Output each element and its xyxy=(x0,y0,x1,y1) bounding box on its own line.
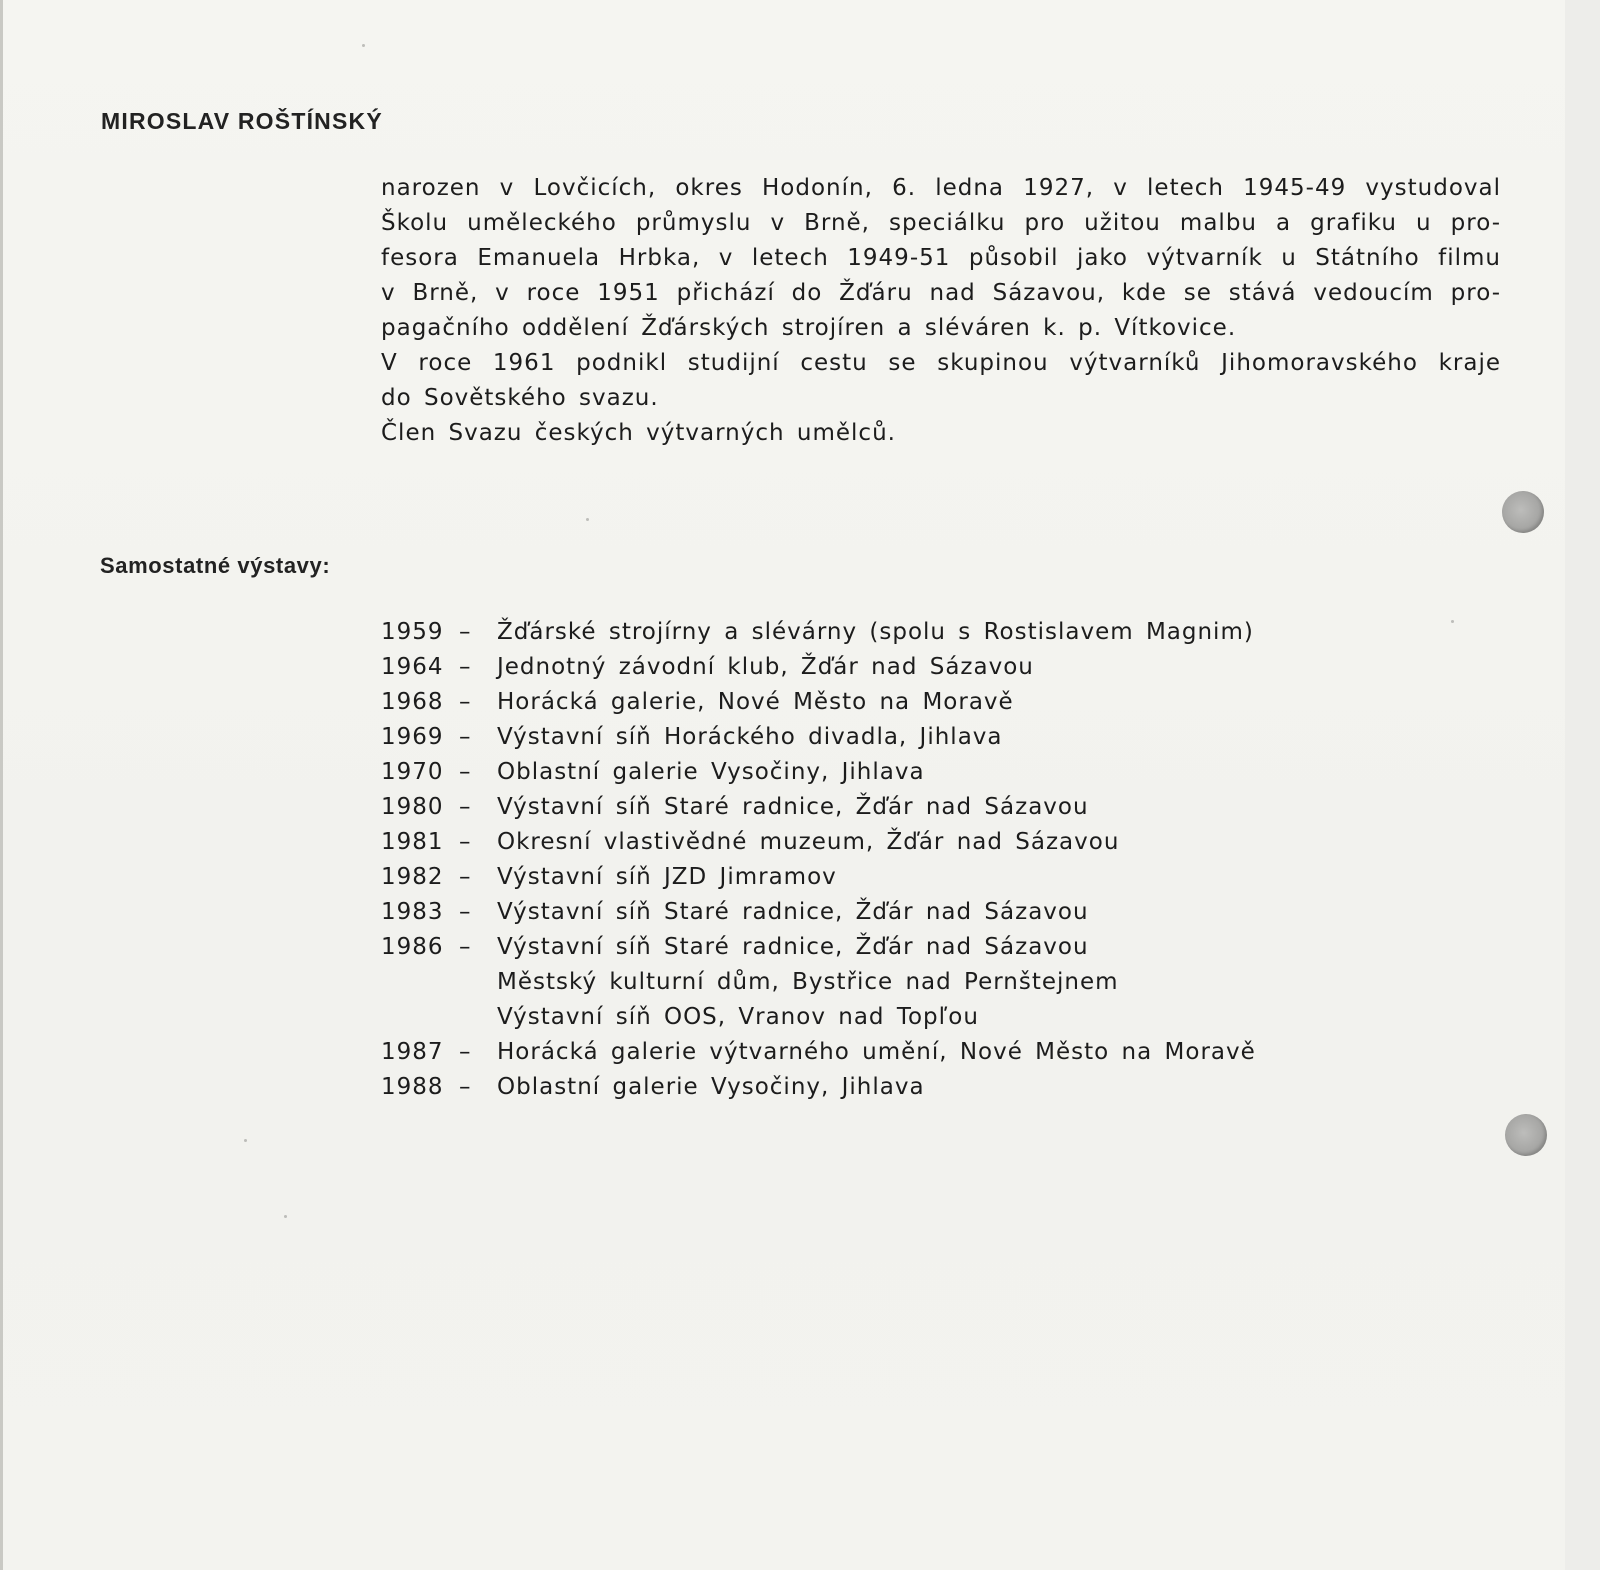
exhibition-dash xyxy=(459,1000,497,1035)
author-name: MIROSLAV ROŠTÍNSKÝ xyxy=(101,108,383,134)
exhibition-year: 1959 xyxy=(381,619,444,645)
exhibition-dash: – xyxy=(459,934,472,960)
exhibition-year: 1988 xyxy=(381,1074,444,1100)
exhibition-row xyxy=(381,615,1381,650)
exhibition-row xyxy=(381,685,1381,720)
exhibition-year: 1980 xyxy=(381,794,444,820)
exhibitions-list xyxy=(381,615,1381,1105)
exhibition-year: 1986 xyxy=(381,934,444,960)
exhibition-row xyxy=(381,965,1381,1000)
exhibition-place: Výstavní síň Staré radnice, Žďár nad Sázavou xyxy=(497,899,1089,925)
bio-line: Člen Svazu českých výtvarných umělců. xyxy=(381,420,896,446)
bio-line: Školu uměleckého průmyslu v Brně, speciálku pro užitou malbu a grafiku u pro- xyxy=(381,210,1501,236)
exhibition-year: 1983 xyxy=(381,899,444,925)
exhibition-place: Horácká galerie výtvarného umění, Nové Město na Moravě xyxy=(497,1039,1256,1065)
biography xyxy=(381,171,1501,451)
exhibition-row xyxy=(381,860,1381,895)
paper-speck xyxy=(244,1139,247,1142)
exhibition-row xyxy=(381,895,1381,930)
exhibition-dash: – xyxy=(459,899,472,925)
exhibition-year: 1982 xyxy=(381,864,444,890)
paper-speck xyxy=(586,518,589,521)
exhibition-year xyxy=(381,1000,459,1035)
exhibition-dash: – xyxy=(459,759,472,785)
bio-line: narozen v Lovčicích, okres Hodonín, 6. ledna 1927, v letech 1945-49 vystudoval xyxy=(381,175,1501,201)
exhibition-year: 1981 xyxy=(381,829,444,855)
exhibition-row xyxy=(381,720,1381,755)
binding-strip xyxy=(1565,0,1600,1570)
punch-hole xyxy=(1502,491,1544,533)
exhibition-row xyxy=(381,755,1381,790)
exhibition-place: Městský kulturní dům, Bystřice nad Pernštejnem xyxy=(497,969,1119,995)
exhibition-place: Okresní vlastivědné muzeum, Žďár nad Sázavou xyxy=(497,829,1120,855)
paper-speck xyxy=(284,1215,287,1218)
bio-line: pagačního oddělení Žďárských strojíren a sléváren k. p. Vítkovice. xyxy=(381,315,1237,341)
exhibition-place: Výstavní síň Horáckého divadla, Jihlava xyxy=(497,724,1003,750)
exhibition-year xyxy=(381,965,459,1000)
exhibition-dash: – xyxy=(459,1039,472,1065)
exhibition-place: Výstavní síň Staré radnice, Žďár nad Sázavou xyxy=(497,934,1089,960)
exhibition-dash: – xyxy=(459,654,472,680)
exhibition-row xyxy=(381,1000,1381,1035)
exhibition-dash: – xyxy=(459,794,472,820)
exhibition-year: 1969 xyxy=(381,724,444,750)
paper-speck xyxy=(1451,620,1454,623)
bio-line: fesora Emanuela Hrbka, v letech 1949-51 působil jako výtvarník u Státního filmu xyxy=(381,245,1501,271)
exhibition-row xyxy=(381,930,1381,965)
punch-hole xyxy=(1505,1114,1547,1156)
bio-line: v Brně, v roce 1951 přichází do Žďáru nad Sázavou, kde se stává vedoucím pro- xyxy=(381,280,1501,306)
exhibition-row xyxy=(381,650,1381,685)
exhibition-dash: – xyxy=(459,864,472,890)
exhibition-dash: – xyxy=(459,619,472,645)
exhibition-place: Výstavní síň Staré radnice, Žďár nad Sázavou xyxy=(497,794,1089,820)
exhibition-place: Výstavní síň JZD Jimramov xyxy=(497,864,837,890)
exhibitions-heading: Samostatné výstavy: xyxy=(100,553,331,578)
exhibition-row xyxy=(381,790,1381,825)
exhibition-row xyxy=(381,1035,1381,1070)
exhibition-place: Oblastní galerie Vysočiny, Jihlava xyxy=(497,1074,925,1100)
exhibition-dash: – xyxy=(459,689,472,715)
paper-speck xyxy=(362,44,365,47)
exhibition-place: Oblastní galerie Vysočiny, Jihlava xyxy=(497,759,925,785)
exhibition-dash: – xyxy=(459,829,472,855)
exhibition-dash: – xyxy=(459,1074,472,1100)
exhibition-place: Horácká galerie, Nové Město na Moravě xyxy=(497,689,1014,715)
exhibition-year: 1964 xyxy=(381,654,444,680)
exhibition-year: 1970 xyxy=(381,759,444,785)
exhibition-row xyxy=(381,1070,1381,1105)
exhibition-year: 1968 xyxy=(381,689,444,715)
exhibition-place: Žďárské strojírny a slévárny (spolu s Rostislavem Magnim) xyxy=(497,619,1254,645)
exhibition-dash: – xyxy=(459,724,472,750)
exhibition-row xyxy=(381,825,1381,860)
exhibition-place: Výstavní síň OOS, Vranov nad Topľou xyxy=(497,1004,979,1030)
page-edge xyxy=(0,0,3,1570)
exhibition-dash xyxy=(459,965,497,1000)
exhibition-place: Jednotný závodní klub, Žďár nad Sázavou xyxy=(497,654,1034,680)
exhibition-year: 1987 xyxy=(381,1039,444,1065)
bio-line: do Sovětského svazu. xyxy=(381,385,659,411)
bio-line: V roce 1961 podnikl studijní cestu se skupinou výtvarníků Jihomoravského kraje xyxy=(381,350,1501,376)
